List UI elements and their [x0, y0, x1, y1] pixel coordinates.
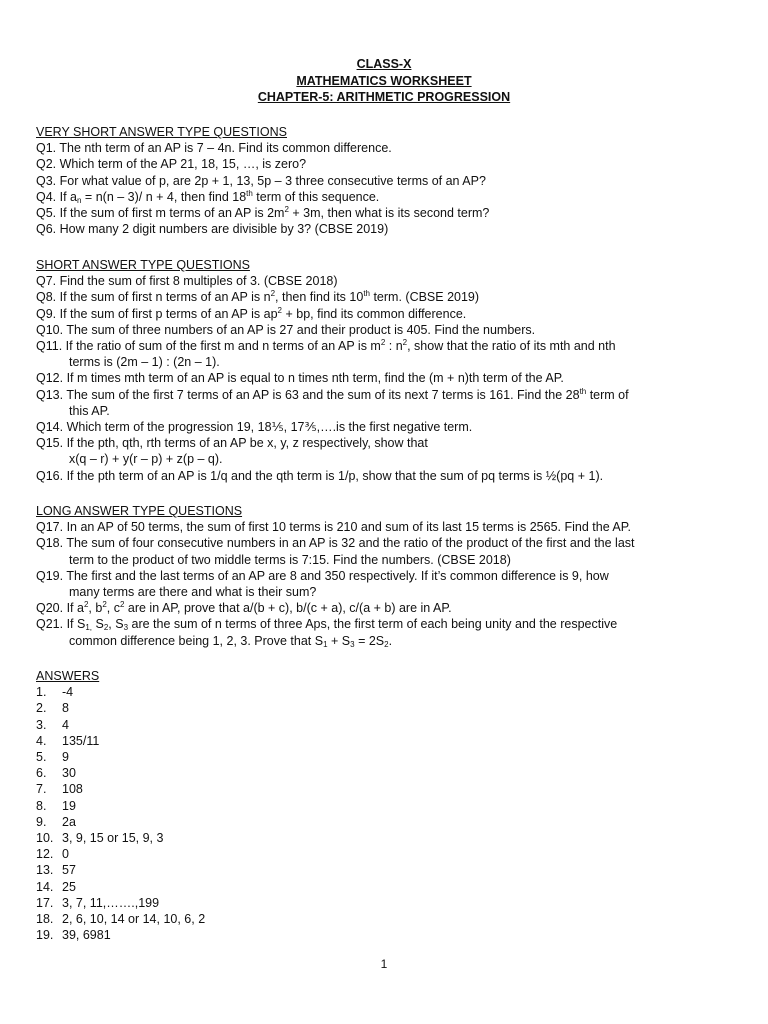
question-21-cont: common difference being 1, 2, 3. Prove that $S_1 + S_3 = 2S_2$. — [69, 633, 393, 649]
long-section — [36, 503, 736, 649]
answer-item — [36, 862, 736, 878]
answer-value: 25 — [62, 879, 76, 894]
answer-number: 1. — [36, 685, 47, 700]
answer-item — [36, 846, 736, 862]
answer-value: 4 — [62, 717, 69, 732]
question-8: Q8. If the sum of first n terms of an AP is $n^2$, then find its 10th term. (CBSE 2019) — [36, 289, 480, 305]
question-18-cont: term to the product of two middle terms is 7:15. Find the numbers. (CBSE 2018) — [69, 552, 511, 567]
question-9: Q9. If the sum of first p terms of an AP is $ap^2$ + bp, find its common difference. — [36, 305, 467, 321]
answer-item — [36, 814, 736, 830]
answer-number: 8. — [36, 798, 47, 813]
chapter-heading: CHAPTER-5: ARITHMETIC PROGRESSION — [257, 90, 511, 104]
answer-item — [36, 781, 736, 797]
question-2: Q2. Which term of the AP 21, 18, 15, …, is zero? — [36, 157, 307, 172]
answer-number: 12. — [36, 847, 54, 862]
question-11-cont: terms is (2m – 1) : (2n – 1). — [69, 355, 220, 370]
question-5: Q5. If the sum of first m terms of an AP is $2m^2 + 3m$, then what is its second term? — [36, 205, 490, 221]
answer-item — [36, 927, 736, 943]
question-20: Q20. If $a^2$, $b^2$, $c^2$ are in AP, prove that a/(b + c), b/(c + a), c/(a + b) are in AP. — [36, 600, 452, 616]
answer-item — [36, 911, 736, 927]
question-16: Q16. If the pth term of an AP is 1/q and the qth term is 1/p, show that the sum of pq terms is ½(pq + 1). — [36, 468, 604, 483]
section-title: LONG ANSWER TYPE QUESTIONS — [36, 504, 243, 518]
answer-item — [36, 733, 736, 749]
answer-number: 10. — [36, 831, 54, 846]
answer-number: 9. — [36, 814, 47, 829]
answer-item — [36, 798, 736, 814]
answer-value: 3, 9, 15 or 15, 9, 3 — [62, 831, 164, 846]
answer-value: 39, 6981 — [62, 928, 111, 943]
question-13: Q13. The sum of the first 7 terms of an AP is 63 and the sum of its next 7 terms is 161. Find the 28th term of — [36, 386, 629, 402]
answer-item — [36, 895, 736, 911]
answer-number: 3. — [36, 717, 47, 732]
answers-section — [36, 668, 736, 943]
question-19: Q19. The first and the last terms of an AP are 8 and 350 respectively. If it’s common difference is 9, how — [36, 568, 609, 583]
class-heading: CLASS-X — [356, 57, 412, 71]
worksheet-header — [0, 56, 768, 106]
question-1: Q1. The nth term of an AP is 7 – 4n. Find its common difference. — [36, 141, 392, 156]
answer-value: 108 — [62, 782, 83, 797]
answer-item — [36, 684, 736, 700]
question-12: Q12. If m times mth term of an AP is equal to n times nth term, find the (m + n)th term of the AP. — [36, 371, 564, 386]
answer-list — [36, 684, 736, 943]
section-title: SHORT ANSWER TYPE QUESTIONS — [36, 258, 250, 272]
answer-number: 5. — [36, 750, 47, 765]
question-15-cont: x(q – r) + y(r – p) + z(p – q). — [69, 452, 223, 467]
answer-value: 8 — [62, 701, 69, 716]
answer-number: 17. — [36, 895, 54, 910]
section-title: VERY SHORT ANSWER TYPE QUESTIONS — [36, 125, 287, 139]
answer-number: 2. — [36, 701, 47, 716]
question-6: Q6. How many 2 digit numbers are divisible by 3? (CBSE 2019) — [36, 222, 389, 237]
question-19-cont: many terms are there and what is their sum? — [69, 585, 317, 600]
answer-number: 18. — [36, 912, 54, 927]
question-3: Q3. For what value of p, are 2p + 1, 13, 5p – 3 three consecutive terms of an AP? — [36, 173, 486, 188]
answer-item — [36, 749, 736, 765]
very-short-section — [36, 124, 736, 237]
answer-number: 4. — [36, 733, 47, 748]
answer-number: 14. — [36, 879, 54, 894]
question-18: Q18. The sum of four consecutive numbers in an AP is 32 and the ratio of the product of the first and the last — [36, 536, 635, 551]
question-17: Q17. In an AP of 50 terms, the sum of first 10 terms is 210 and sum of its last 15 terms is 2565. Find the AP. — [36, 520, 631, 535]
answer-value: 9 — [62, 750, 69, 765]
question-4: Q4. If $a_n = n(n - 3)/$ n + 4, then find 18th term of this sequence. — [36, 188, 380, 205]
answer-number: 6. — [36, 766, 47, 781]
answer-number: 7. — [36, 782, 47, 797]
answer-value: 0 — [62, 847, 69, 862]
answer-value: 135/11 — [62, 733, 100, 748]
answer-number: 13. — [36, 863, 54, 878]
question-15: Q15. If the pth, qth, rth terms of an AP be x, y, z respectively, show that — [36, 436, 428, 451]
subject-heading: MATHEMATICS WORKSHEET — [296, 73, 472, 88]
answer-item — [36, 879, 736, 895]
answer-item — [36, 765, 736, 781]
answer-item — [36, 717, 736, 733]
question-14: Q14. Which term of the progression 19, 18⅕, 17⅗,….is the first negative term. — [36, 420, 473, 435]
answer-value: 3, 7, 11,…….,199 — [62, 895, 160, 910]
answer-value: 2, 6, 10, 14 or 14, 10, 6, 2 — [62, 912, 206, 927]
page-number: 1 — [380, 957, 388, 971]
answer-value: 57 — [62, 863, 76, 878]
question-11: Q11. If the ratio of sum of the first m and n terms of an AP is $m^2$ : $n^2$, show that the ratio of its mth and nth — [36, 338, 616, 354]
answer-value: -4 — [62, 685, 74, 700]
answer-value: 2a — [62, 814, 76, 829]
answer-value: 30 — [62, 766, 76, 781]
section-title: ANSWERS — [36, 669, 100, 683]
answer-item — [36, 830, 736, 846]
answer-number: 19. — [36, 928, 54, 943]
short-section — [36, 257, 736, 484]
question-21: Q21. If $S_{1,}$ $S_2$, $S_3$ are the sum of n terms of three Aps, the first term of each being unity and the respective — [36, 617, 618, 633]
answer-item — [36, 700, 736, 716]
question-10: Q10. The sum of three numbers of an AP is 27 and their product is 405. Find the numbers. — [36, 322, 536, 337]
question-13-cont: this AP. — [69, 403, 110, 418]
question-7: Q7. Find the sum of first 8 multiples of 3. (CBSE 2018) — [36, 274, 338, 289]
answer-value: 19 — [62, 798, 76, 813]
